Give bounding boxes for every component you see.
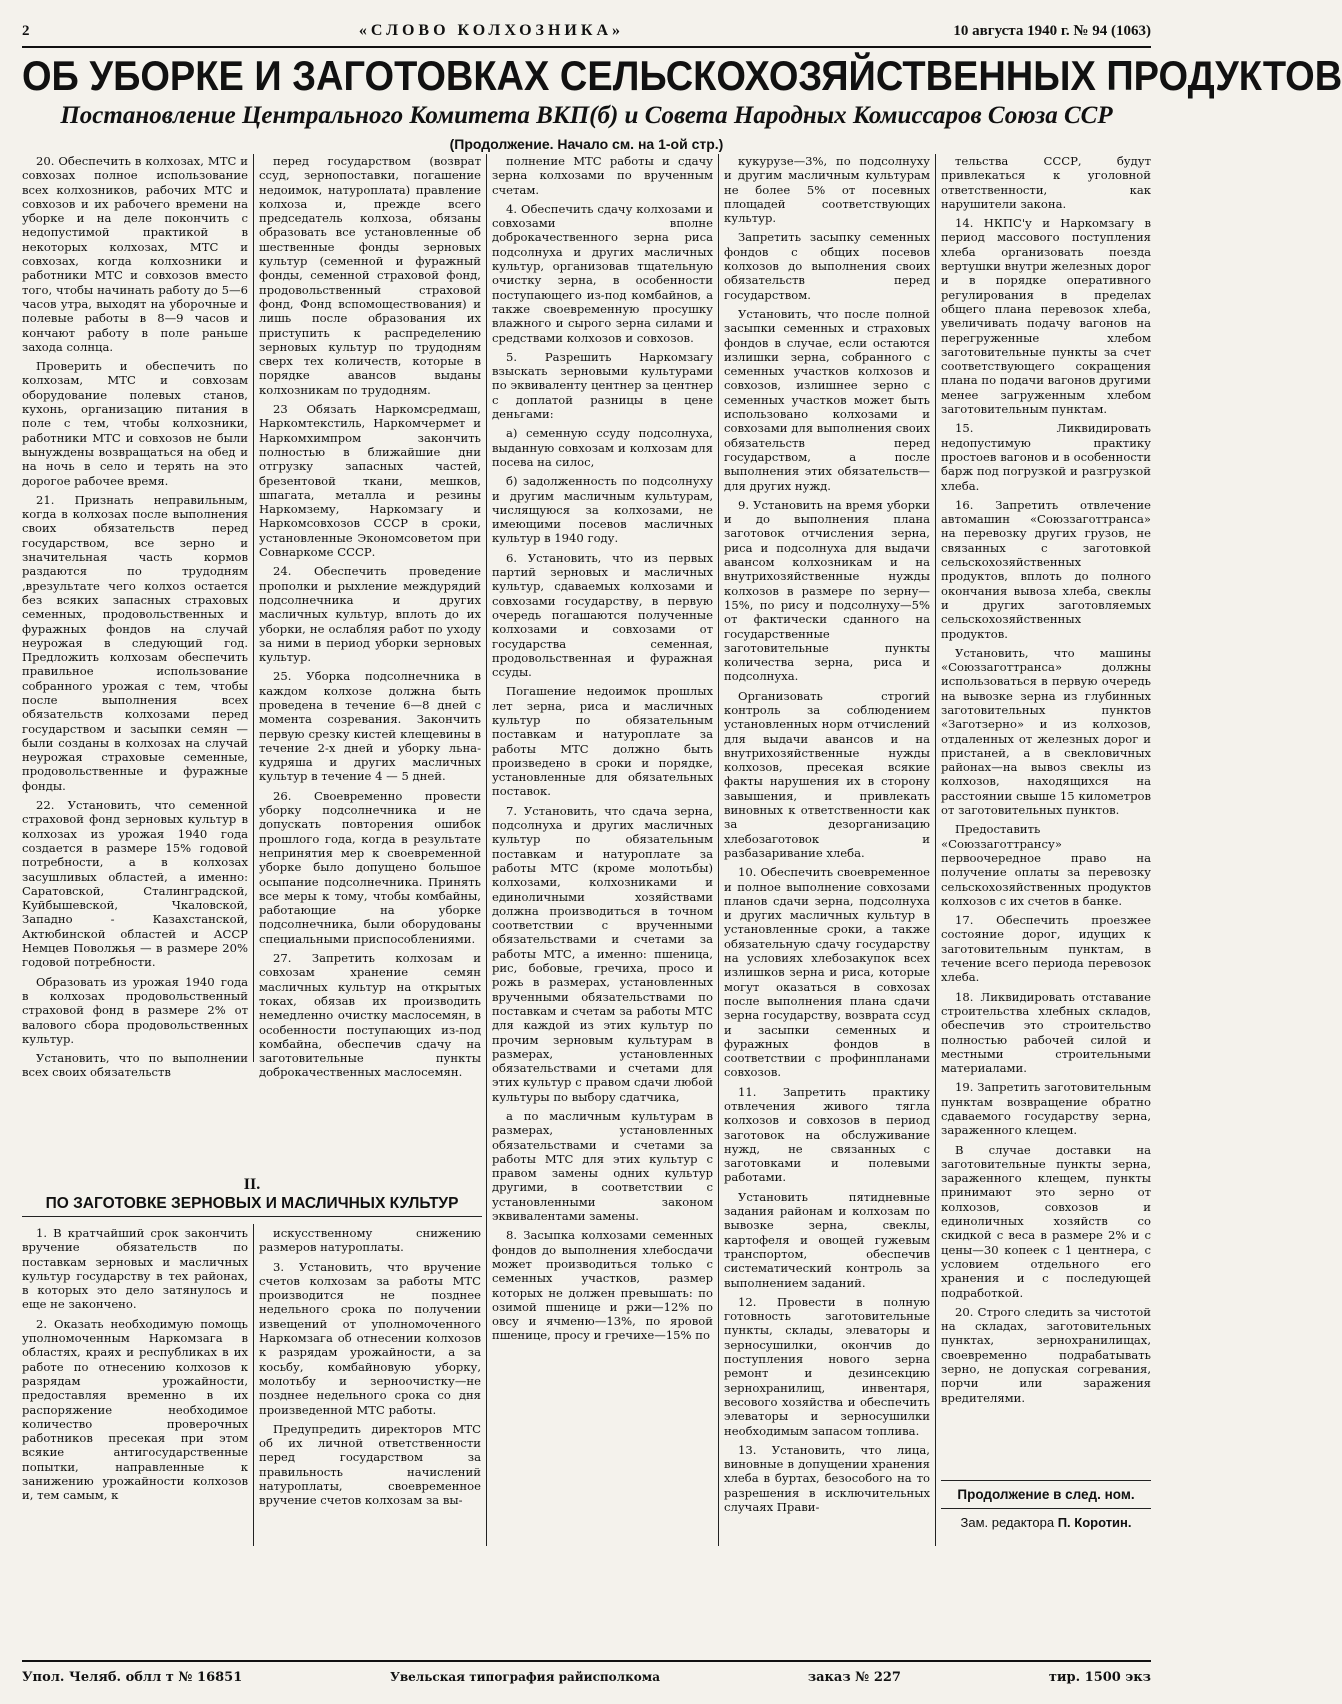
paragraph: Образовать из урожая 1940 года в колхозах продовольственный страховой фонд в размере 2% от валового сбора продовольственных культур. [22,974,248,1046]
column-3 [492,154,713,1546]
section-2-column-2 [259,1226,481,1546]
editor-name: П. Коротин. [1057,1515,1132,1530]
masthead-rule [22,46,1151,48]
paragraph: а по масличным культурам в размерах, установленных обязательствами и счетами за работы МТС для этих культур с правом замены одних культур другими, в соответствии с установленными законом эквивалентами замены. [492,1109,713,1224]
paragraph: 20. Строго следить за чистотой на складах, заготовительных пунктах, зернохранилищах, своевременно подрабатывать зерно, не допуская согревания, порчи или заражения вредителями. [941,1304,1151,1405]
paragraph: 27. Запретить колхозам и совхозам хранение семян масличных культур на открытых токах, обязав их производить немедленно очистку маслосемян, в особенности поступающих из-под комбайна, обеспечив сдачу на заготовительные пункты доброкачественных маслосемян. [259,951,481,1080]
paragraph: 15. Ликвидировать недопустимую практику простоев вагонов и в особенности барж под погрузкой и разгрузкой хлеба. [941,421,1151,493]
column-rule [718,154,719,1546]
paragraph: Установить, что по выполнении всех своих обязательств [22,1051,248,1080]
paragraph: 16. Запретить отвлечение автомашин «Союззаготтранса» на перевозку других грузов, не связанных с заготовкой сельскохозяйственных продуктов, вплоть до полного окончания вывоза хлеба, свеклы и других заготовляемых сельскохозяйственных продуктов. [941,497,1151,641]
section-number: II. [243,1176,261,1193]
paragraph: Запретить засыпку семенных фондов с общих посевов колхозов до выполнения своих обязательств перед государством. [724,230,930,302]
paragraph: 25. Уборка подсолнечника в каждом колхозе должна быть проведена в течение 6—8 дней с момента созревания. Закончить первую срезку кистей клещевины в течение 2-х дней и уборку льна-кудряша и других масличных культур в течение 4 — 5 дней. [259,669,481,784]
headline: ОБ УБОРКЕ И ЗАГОТОВКАХ СЕЛЬСКОХОЗЯЙСТВЕННЫХ ПРОДУКТОВ [22,53,1342,101]
paragraph: Проверить и обеспечить по колхозам, МТС и совхозам оборудование полевых станов, кухонь, организацию питания в поле с тем, чтобы колхозники, работники МТС и совхозов не были вынуждены возвращаться на обед и на ночь в село и терять на это дорогое рабочее время. [22,359,248,488]
paragraph: 17. Обеспечить проезжее состояние дорог, идущих к заготовительным пунктам, в течение всего периода перевозок хлеба. [941,913,1151,985]
paragraph: 14. НКПС'у и Наркомзагу в период массового поступления хлеба организовать поезда вертушки внутри железных дорог и в порядке оперативного регулирования в пределах общего плана перевозок хлеба, увеличивать подачу вагонов на перегруженные хлебом заготовительные пункты за счет соответствующего сокращения плана по подачи вагонов другими менее загруженным хлебом заготовительным пунктам. [941,216,1151,417]
paragraph: 10. Обеспечить своевременное и полное выполнение совхозами планов сдачи зерна, подсолнуха и других масличных культур в установленные сроки, а также обязательную сдачу государству на условиях хлебозакупок всех излишков зерна и риса, которые могут оказаться в совхозах после выполнения плана сдачи зерна государству, возврата ссуд и засыпки семенных и фуражных фондов в соответствии с профинпланами совхозов. [724,865,930,1080]
paragraph: Погашение недоимок прошлых лет зерна, риса и масличных культур по обязательным поставкам и натуроплате за работы МТС должно быть произведено в сроки и порядке, установленные для обязательных поставок. [492,684,713,799]
column-2 [259,154,481,1171]
newspaper-name: «СЛОВО КОЛХОЗНИКА» [358,22,624,39]
paragraph: б) задолженность по подсолнуху и другим масличным культурам, числящуюся за колхозами, не имеющими посевов масличных культур в 1940 году. [492,474,713,546]
column-rule [253,1224,254,1546]
order-number: заказ № 227 [807,1669,901,1685]
paragraph: кукурузе—3%, по подсолнуху и другим масличным культурам не более 5% от посевных площадей соответствующих культур. [724,154,930,226]
paragraph: В случае доставки на заготовительные пункты зерна, зараженного клещем, пункты принимают это зерно от колхозов, совхозов и единоличных хозяйств со скидкой с веса в размере 2% и с цены—30 копеек с 1 центнера, с условием отдельного его хранения и с последующей подработкой. [941,1142,1151,1300]
paragraph: 26. Своевременно провести уборку подсолнечника и не допускать повторения ошибок прошлого года, когда в результате непринятия мер к своевременной уборке было допущено большое осыпание подсолнечника. Принять все меры к тому, чтобы комбайны, работающие на уборке подсолнечника, были оборудованы специальными приспособлениями. [259,788,481,946]
issue-date: 10 августа 1940 г. № 94 (1063) [953,23,1151,39]
article-body [22,154,1151,1546]
paragraph: Организовать строгий контроль за соблюдением установленных норм отчислений для выдачи авансов и на внутрихозяйственные нужды колхозов, пресекая всякие факты нарушения их в сторону завышения, и привлекать виновных к ответственности как за дезорганизацию хлебозаготовок и разбазаривание хлеба. [724,688,930,860]
paragraph: 1. В кратчайший срок закончить вручение обязательств по поставкам зерновых и масличных культур государству в тех районах, в которых это дело затянулось и еще не закончено. [22,1226,248,1312]
paragraph: 6. Установить, что из первых партий зерновых и масличных культур, сдаваемых колхозами и совхозами государству, в первую очередь погашаются полученные колхозами и совхозами от государства семенная, продовольственная и фуражная ссуды. [492,550,713,680]
section-title: ПО ЗАГОТОВКЕ ЗЕРНОВЫХ И МАСЛИЧНЫХ КУЛЬТУР [22,1194,482,1217]
paragraph: 9. Установить на время уборки и до выполнения плана заготовок отчисления зерна, риса и подсолнуха для выдачи авансом колхозникам и на внутрихозяйственные нужды колхозов в размере по зерну—15%, по рису и подсолнуху—5% от фактически сданного на государственные заготовительные пункты количества зерна, риса и подсолнуха. [724,497,930,684]
paragraph: 12. Провести в полную готовность заготовительные пункты, склады, элеваторы и зерносушилки, окончив до поступления нового зерна ремонт и дезинсекцию зернохранилищ, инвентаря, весового хозяйства и обеспечить элеваторы и зерносушилки необходимым запасом топлива. [724,1294,930,1438]
editor-credit [941,1509,1151,1536]
paragraph: перед государством (возврат ссуд, зернопоставки, погашение недоимок, натуроплата) правление колхоза и, прежде всего председатель колхоза, обязаны образовать все установленные об шественные фонды зерновых культур (семенной и фуражный фонды, семенной страховой фонд, продовольственный страховой фонд, Фонд вспомоществования) и лишь после образования их приступить к распределению зерновых культур по трудодням сверх тех количеств, которые в порядке авансов выданы колхозникам по трудодням. [259,154,481,397]
column-5-footer [941,1472,1151,1536]
paragraph: Предоставить «Союззаготтрансу» первоочередное право на получение оплаты за перевозку сельскохозяйственных продуктов колхозов с их счетов в банке. [941,822,1151,908]
paragraph: 5. Разрешить Наркомзагу взыскать зерновыми культурами по эквиваленту центнер за центнер с доплатой разницы в цене деньгами: [492,349,713,422]
printer-name: Увельская типография райисполкома [390,1670,660,1684]
paragraph: 13. Установить, что лица, виновные в допущении хранения хлеба в буртах, безособого на то разрешения в исключительных случаях Прави- [724,1442,930,1515]
paragraph: 18. Ликвидировать отставание строительства хлебных складов, обеспечив это строительство полностью рабочей силой и местными строительными материалами. [941,989,1151,1076]
section-2-heading [22,1176,482,1217]
circulation: тир. 1500 экз [1048,1669,1151,1685]
paragraph: полнение МТС работы и сдачу зерна колхозами по врученным счетам. [492,154,713,197]
continuation-note: (Продолжение. Начало см. на 1-ой стр.) [449,136,724,152]
masthead [22,22,1151,44]
paragraph: 20. Обеспечить в колхозах, МТС и совхозах полное использование всех колхозников, рабочих МТС и совхозов и их рабочего времени на уборке и на деле покончить с недопустимой практикой в некоторых колхозах, МТС и совхозах, когда колхозники и работники МТС и совхозов вместо того, чтобы начинать работу до 5—6 часов утра, выходят на уборочные и полевые работы в 8—9 часов и кончают работу в поле раньше захода солнца. [22,154,248,354]
continued-next-note: Продолжение в след. ном. [941,1480,1151,1509]
paragraph: а) семенную ссуду подсолнуха, выданную совхозам и колхозам для посева на силос, [492,426,713,469]
paragraph: 4. Обеспечить сдачу колхозами и совхозами вполне доброкачественного зерна риса подсолнуха и других масличных культур, организовав тщательную очистку зерна, в особенности поступающего из-под комбайнов, а также своевременную просушку влажного и сырого зерна силами и средствами колхозов и совхозов. [492,201,713,345]
paragraph: 22. Установить, что семенной страховой фонд зерновых культур в колхозах из урожая 1940 года создается в размере 15% годовой потребности, а в колхозах засушливых областей, а именно: Саратовской, Сталинградской, Куйбышевской, Чкаловской, Западно - Казахстанской, Актюбинской областей и АССР Немцев Поволжья — в размере 20% годовой потребности. [22,798,248,970]
paragraph: 19. Запретить заготовительным пунктам возвращение обратно сдаваемого государству зерна, зараженного клещем. [941,1080,1151,1138]
paragraph: 7. Установить, что сдача зерна, подсолнуха и других масличных культур по обязательным поставкам и натуроплате за работы МТС (кроме молотьбы) колхозами, колхозниками и единоличными хозяйствами должна производиться в точном соответствии с врученными обязательствами и счетами за работы МТС, а именно: пшеница, рис, бобовые, гречиха, просо и рожь в размерах, установленных врученными обязательствами по поставкам и счетам за работы МТС для каждой из этих культур по прочим зерновым культурам в размерах, установленных обязательствами и счетами для этих культур с правом сдачи любой культуры по выбору сдатчика, [492,803,713,1104]
column-1 [22,154,248,1171]
paragraph: 11. Запретить практику отвлечения живого тягла колхозов и совхозов в период заготовок на обслуживание нужд, не связанных с заготовками и полевыми работами. [724,1084,930,1185]
paragraph: искусственному снижению размеров натуроплаты. [259,1226,481,1255]
paragraph: тельства СССР, будут привлекаться к уголовной ответственности, как нарушители закона. [941,154,1151,211]
paragraph: Установить пятидневные задания районам и колхозам по вывозке зерна, свеклы, картофеля и овощей гужевым транспортом, обеспечив систематический контроль за выполнением заданий. [724,1189,930,1290]
paragraph: 3. Установить, что вручение счетов колхозам за работы МТС производится не позднее недельного срока по получении извещений от уполномоченного Наркомзага об отнесении колхозов к разрядам урожайности, а за косьбу, комбайновую уборку, молотьбу и зерноочистку—не позднее недельного срока со дня произведенной МТС работы. [259,1259,481,1417]
section-2-column-1 [22,1226,248,1546]
column-5 [941,154,1151,1466]
paragraph: 2. Оказать необходимую помощь уполномоченным Наркомзага в областях, краях и республиках в их работе по отнесению колхозов к разрядам урожайности, предоставляя временно в их распоряжение необходимое количество проверочных работников пресекая при этом всякие антигосударственные попытки, направленные к занижению урожайности колхозов и, тем самым, к [22,1316,248,1503]
column-rule [935,154,936,1546]
paragraph: Установить, что после полной засыпки семенных и страховых фондов в случае, если остаются излишки зерна, собранного с семенных участков колхозов и совхозов, излишнее зерно с семенных участков может быть использовано колхозами и совхозами для выполнения своих обязательств перед государством, а после выполнения этих обязательств—для других нужд. [724,306,930,493]
subheadline: Постановление Центрального Комитета ВКП(б) и Совета Народных Комиссаров Союза ССР [60,102,1113,129]
column-rule [486,154,487,1546]
paragraph: 8. Засыпка колхозами семенных фондов до выполнения хлебосдачи может производиться только с семенных участков, размер которых не должен превышать: по озимой пшенице и ржи—12% по овсу и ячменю—13%, по яровой пшенице, просу и гречихе—15% по [492,1228,713,1343]
column-4 [724,154,930,1546]
censor-number: Упол. Челяб. облл т № 16851 [22,1669,243,1685]
paragraph: 24. Обеспечить проведение прополки и рыхление междурядий подсолнечника и других масличных культур, вплоть до их уборки, не ослабляя работ по уходу за ними в период уборки зерновых культур. [259,564,481,665]
paragraph: 23 Обязать Наркомсредмаш, Наркомтекстиль, Наркомчермет и Наркомхимпром закончить полностью в ближайшие дни отгрузку запасных частей, брезентовой ткани, мешков, шпагата, металла и резины Наркомзему, Наркомзагу и Наркомсовхозов СССР в сроки, установленные Экономсоветом при Совнаркоме СССР. [259,402,481,560]
paragraph: Установить, что машины «Союззаготтранса» должны использоваться в первую очередь на вывозке зерна из глубинных заготовительных пунктов «Заготзерно» и из колхозов, отдаленных от железных дорог и пристаней, а в свекловичных районах—на вывоз свеклы из колхозов, находящихся на расстоянии свыше 15 километров от заготовительных пунктов. [941,645,1151,818]
column-rule [253,154,254,1062]
editor-role: Зам. редактора [960,1515,1055,1530]
paragraph: Предупредить директоров МТС об их личной ответственности перед государством за правильность начислений натуроплаты, своевременное вручение счетов колхозам за вы- [259,1421,481,1508]
page-number: 2 [22,23,30,39]
paragraph: 21. Признать неправильным, когда в колхозах после выполнения своих обязательств перед государством, все зерно и значительная часть кормов раздаются по трудодням ,врезультате чего колхоз остается без всяких запасных страховых семенных, продовольственных и фуражных фондов на случай неурожая в следующий год. Предложить колхозам обеспечить правильное использование собранного урожая с тем, чтобы после выполнения всех обязательств колхозами перед государством и засыпки семян — были созданы в колхозах на случай неурожая страховые семенные, продовольственные и фуражные фонды. [22,492,248,793]
imprint-footer [22,1660,1151,1692]
